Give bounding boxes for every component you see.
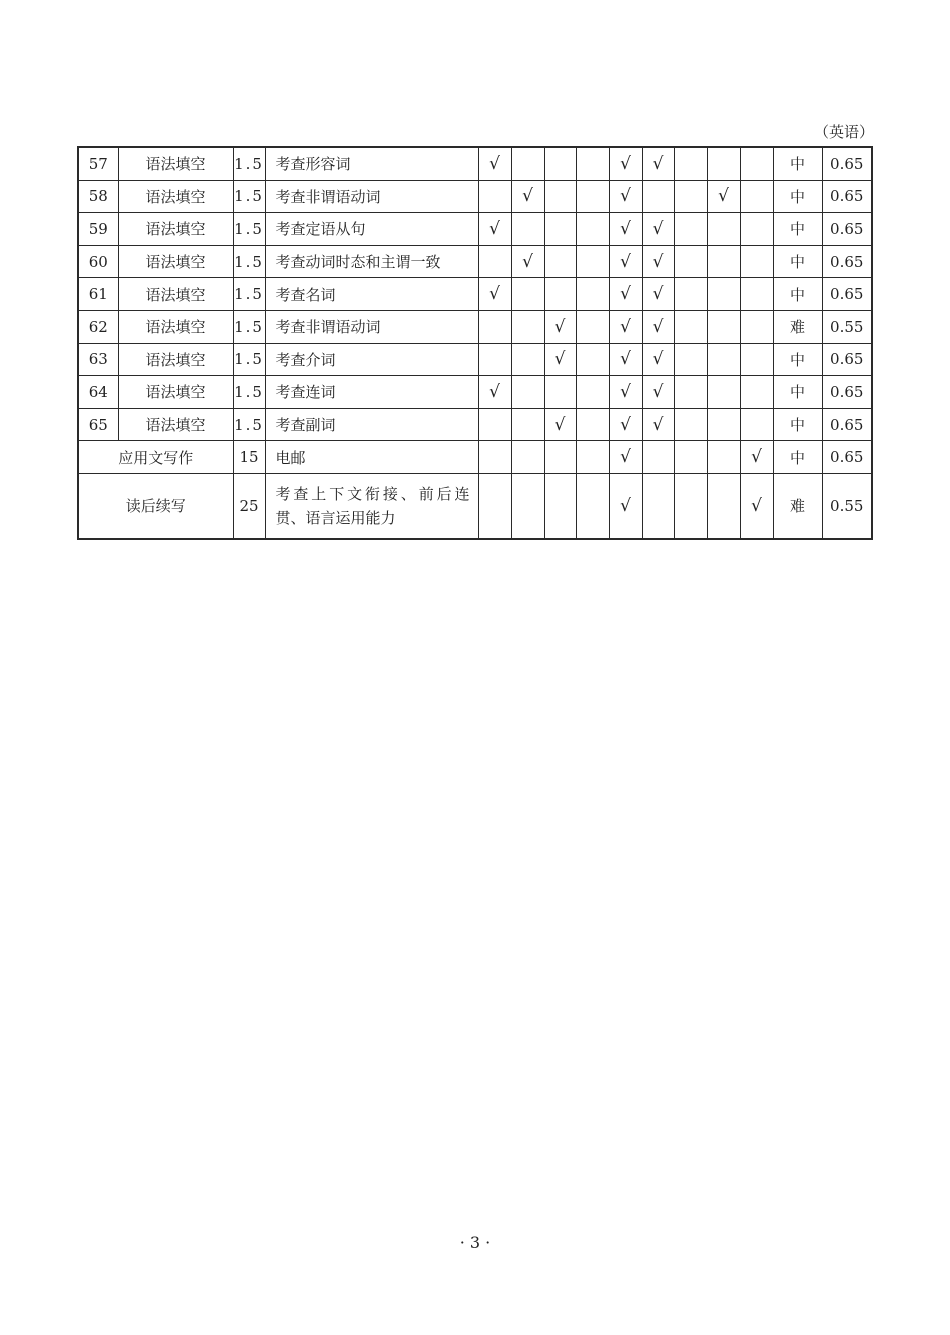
check-mark-cell [674, 408, 707, 441]
check-mark-cell [740, 278, 773, 311]
check-mark-cell [674, 245, 707, 278]
check-mark-cell [511, 441, 544, 474]
check-mark-cell [707, 408, 740, 441]
question-score: 1.5 [233, 376, 265, 409]
check-mark-cell [674, 343, 707, 376]
difficulty-value: 0.65 [822, 278, 872, 311]
question-number: 60 [78, 245, 118, 278]
difficulty-value: 0.65 [822, 343, 872, 376]
subject-label: （英语） [813, 123, 874, 141]
check-mark-cell [478, 441, 511, 474]
check-mark-cell: √ [478, 278, 511, 311]
check-mark-cell: √ [609, 408, 642, 441]
check-mark-cell: √ [740, 473, 773, 539]
question-score: 1.5 [233, 310, 265, 343]
difficulty-value: 0.65 [822, 147, 872, 180]
check-mark-cell: √ [544, 310, 576, 343]
question-score: 25 [233, 473, 265, 539]
question-number: 59 [78, 213, 118, 246]
question-score: 1.5 [233, 408, 265, 441]
question-score: 1.5 [233, 278, 265, 311]
check-mark-cell [576, 441, 609, 474]
check-mark-cell [707, 245, 740, 278]
table-row [78, 376, 872, 409]
check-mark-cell [642, 441, 674, 474]
check-mark-cell [544, 441, 576, 474]
check-mark-cell [740, 213, 773, 246]
difficulty-value: 0.65 [822, 180, 872, 213]
question-description: 考查名词 [265, 278, 478, 311]
difficulty-level: 中 [773, 147, 822, 180]
question-description: 电邮 [265, 441, 478, 474]
check-mark-cell [511, 213, 544, 246]
check-mark-cell: √ [544, 343, 576, 376]
question-number: 65 [78, 408, 118, 441]
difficulty-value: 0.65 [822, 213, 872, 246]
table-row [78, 473, 872, 539]
check-mark-cell: √ [511, 245, 544, 278]
check-mark-cell [576, 180, 609, 213]
question-type: 读后续写 [78, 473, 233, 539]
check-mark-cell: √ [707, 180, 740, 213]
check-mark-cell: √ [478, 213, 511, 246]
check-mark-cell [544, 376, 576, 409]
check-mark-cell: √ [609, 343, 642, 376]
table-row [78, 408, 872, 441]
table-row [78, 343, 872, 376]
question-type: 语法填空 [118, 147, 233, 180]
check-mark-cell [642, 473, 674, 539]
table-row [78, 213, 872, 246]
check-mark-cell [511, 310, 544, 343]
check-mark-cell [511, 343, 544, 376]
check-mark-cell [544, 180, 576, 213]
difficulty-level: 中 [773, 343, 822, 376]
question-description: 考查连词 [265, 376, 478, 409]
check-mark-cell: √ [609, 245, 642, 278]
page-number: · 3 · [459, 1233, 491, 1252]
question-description: 考查动词时态和主谓一致 [265, 245, 478, 278]
check-mark-cell [576, 245, 609, 278]
table-row [78, 278, 872, 311]
check-mark-cell: √ [642, 213, 674, 246]
check-mark-cell: √ [511, 180, 544, 213]
question-description: 考查非谓语动词 [265, 180, 478, 213]
check-mark-cell [511, 278, 544, 311]
check-mark-cell [707, 213, 740, 246]
question-score: 15 [233, 441, 265, 474]
check-mark-cell [511, 376, 544, 409]
question-number: 57 [78, 147, 118, 180]
check-mark-cell [707, 147, 740, 180]
check-mark-cell [478, 180, 511, 213]
question-type: 语法填空 [118, 245, 233, 278]
check-mark-cell: √ [642, 310, 674, 343]
check-mark-cell [740, 343, 773, 376]
check-mark-cell [642, 180, 674, 213]
check-mark-cell: √ [642, 408, 674, 441]
question-number: 63 [78, 343, 118, 376]
check-mark-cell: √ [642, 147, 674, 180]
question-score: 1.5 [233, 213, 265, 246]
check-mark-cell: √ [609, 376, 642, 409]
check-mark-cell [478, 343, 511, 376]
question-type: 语法填空 [118, 343, 233, 376]
check-mark-cell: √ [609, 310, 642, 343]
difficulty-value: 0.55 [822, 473, 872, 539]
check-mark-cell [478, 473, 511, 539]
difficulty-value: 0.55 [822, 310, 872, 343]
question-score: 1.5 [233, 245, 265, 278]
check-mark-cell [576, 473, 609, 539]
difficulty-level: 中 [773, 441, 822, 474]
question-type: 语法填空 [118, 278, 233, 311]
check-mark-cell [740, 245, 773, 278]
difficulty-value: 0.65 [822, 376, 872, 409]
question-type: 语法填空 [118, 376, 233, 409]
check-mark-cell [707, 473, 740, 539]
check-mark-cell: √ [609, 441, 642, 474]
check-mark-cell [674, 213, 707, 246]
check-mark-cell [544, 147, 576, 180]
difficulty-level: 难 [773, 473, 822, 539]
check-mark-cell [740, 147, 773, 180]
check-mark-cell [544, 245, 576, 278]
check-mark-cell [544, 278, 576, 311]
check-mark-cell [576, 310, 609, 343]
question-type: 语法填空 [118, 310, 233, 343]
difficulty-level: 中 [773, 278, 822, 311]
check-mark-cell [511, 473, 544, 539]
check-mark-cell [674, 278, 707, 311]
question-number: 62 [78, 310, 118, 343]
check-mark-cell [478, 245, 511, 278]
table-row [78, 180, 872, 213]
question-score: 1.5 [233, 343, 265, 376]
check-mark-cell [707, 441, 740, 474]
table-row [78, 310, 872, 343]
check-mark-cell [478, 310, 511, 343]
question-analysis-table [77, 146, 873, 540]
question-description: 考查形容词 [265, 147, 478, 180]
check-mark-cell [740, 376, 773, 409]
question-description: 考查定语从句 [265, 213, 478, 246]
check-mark-cell: √ [478, 376, 511, 409]
table-row [78, 147, 872, 180]
difficulty-level: 中 [773, 376, 822, 409]
question-description: 考查非谓语动词 [265, 310, 478, 343]
check-mark-cell [674, 376, 707, 409]
check-mark-cell: √ [478, 147, 511, 180]
check-mark-cell: √ [740, 441, 773, 474]
check-mark-cell [511, 147, 544, 180]
question-type: 语法填空 [118, 213, 233, 246]
question-description: 考查上下文衔接、前后连贯、语言运用能力 [265, 473, 478, 539]
question-number: 64 [78, 376, 118, 409]
check-mark-cell [707, 310, 740, 343]
difficulty-level: 中 [773, 213, 822, 246]
difficulty-value: 0.65 [822, 245, 872, 278]
check-mark-cell [707, 278, 740, 311]
question-number: 58 [78, 180, 118, 213]
difficulty-value: 0.65 [822, 408, 872, 441]
check-mark-cell [674, 147, 707, 180]
check-mark-cell [740, 180, 773, 213]
check-mark-cell: √ [609, 180, 642, 213]
check-mark-cell [707, 343, 740, 376]
question-type: 语法填空 [118, 180, 233, 213]
check-mark-cell: √ [544, 408, 576, 441]
question-score: 1.5 [233, 180, 265, 213]
table-row [78, 441, 872, 474]
check-mark-cell: √ [609, 473, 642, 539]
check-mark-cell: √ [609, 213, 642, 246]
question-type: 应用文写作 [78, 441, 233, 474]
check-mark-cell [576, 408, 609, 441]
check-mark-cell [576, 376, 609, 409]
check-mark-cell [740, 408, 773, 441]
check-mark-cell: √ [609, 147, 642, 180]
check-mark-cell: √ [642, 343, 674, 376]
check-mark-cell [576, 278, 609, 311]
check-mark-cell [707, 376, 740, 409]
question-score: 1.5 [233, 147, 265, 180]
check-mark-cell [740, 310, 773, 343]
check-mark-cell [576, 147, 609, 180]
table-row [78, 245, 872, 278]
difficulty-level: 难 [773, 310, 822, 343]
difficulty-level: 中 [773, 408, 822, 441]
difficulty-value: 0.65 [822, 441, 872, 474]
question-description: 考查介词 [265, 343, 478, 376]
question-type: 语法填空 [118, 408, 233, 441]
check-mark-cell [576, 343, 609, 376]
check-mark-cell [511, 408, 544, 441]
check-mark-cell: √ [642, 376, 674, 409]
table-body [78, 147, 872, 539]
check-mark-cell [544, 213, 576, 246]
question-number: 61 [78, 278, 118, 311]
difficulty-level: 中 [773, 245, 822, 278]
check-mark-cell: √ [642, 245, 674, 278]
check-mark-cell [674, 310, 707, 343]
check-mark-cell [478, 408, 511, 441]
check-mark-cell [674, 180, 707, 213]
check-mark-cell [544, 473, 576, 539]
check-mark-cell [674, 473, 707, 539]
check-mark-cell [674, 441, 707, 474]
difficulty-level: 中 [773, 180, 822, 213]
check-mark-cell: √ [642, 278, 674, 311]
check-mark-cell [576, 213, 609, 246]
question-description: 考查副词 [265, 408, 478, 441]
check-mark-cell: √ [609, 278, 642, 311]
